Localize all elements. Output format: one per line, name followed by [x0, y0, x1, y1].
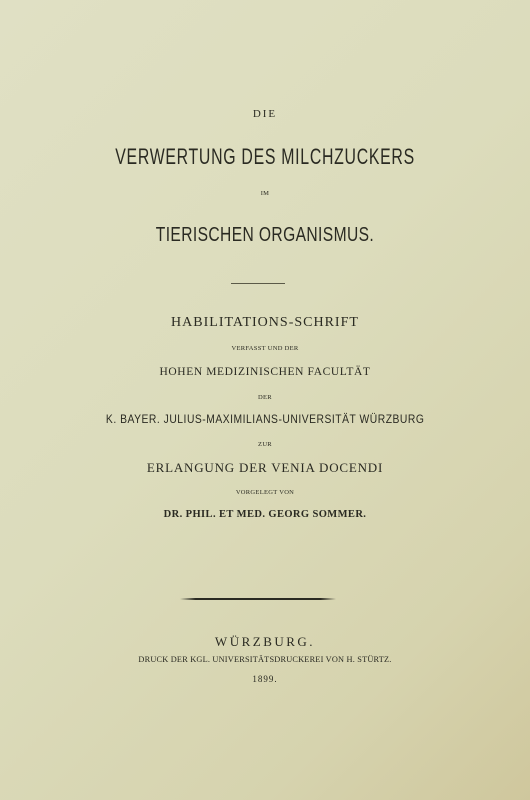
short-divider [231, 283, 285, 284]
imprint-city: WÜRZBURG. [214, 634, 316, 649]
zur-line: ZUR [258, 441, 272, 448]
subtitle [0, 222, 530, 247]
purpose-line: ERLANGUNG DER VENIA DOCENDI [146, 460, 384, 475]
subtitle-text: TIERISCHEN ORGANISMUS. [155, 224, 375, 246]
verfasst-line: VERFASST UND DER [231, 345, 299, 352]
long-divider [180, 598, 336, 600]
author-line: DR. PHIL. ET MED. GEORG SOMMER. [163, 509, 367, 520]
imprint-year: 1899. [252, 674, 278, 684]
university-line [0, 412, 530, 426]
kicker-die: DIE [252, 108, 278, 120]
university-text: K. BAYER. JULIUS-MAXIMILIANS-UNIVERSITÄT WÜRZBURG [105, 412, 425, 426]
faculty-line: HOHEN MEDIZINISCHEN FACULTÄT [159, 366, 371, 378]
vorgelegt-line: VORGELEGT VON [235, 489, 295, 496]
imprint-printer: DRUCK DER KGL. UNIVERSITÄTSDRUCKEREI VON H. STÜRTZ. [138, 655, 392, 664]
thesis-type: HABILITATIONS-SCHRIFT [171, 315, 359, 330]
der-line: DER [258, 394, 272, 401]
main-title-text: VERWERTUNG DES MILCHZUCKERS [115, 144, 415, 169]
main-title [0, 144, 530, 170]
connector-im: IM [260, 190, 270, 197]
